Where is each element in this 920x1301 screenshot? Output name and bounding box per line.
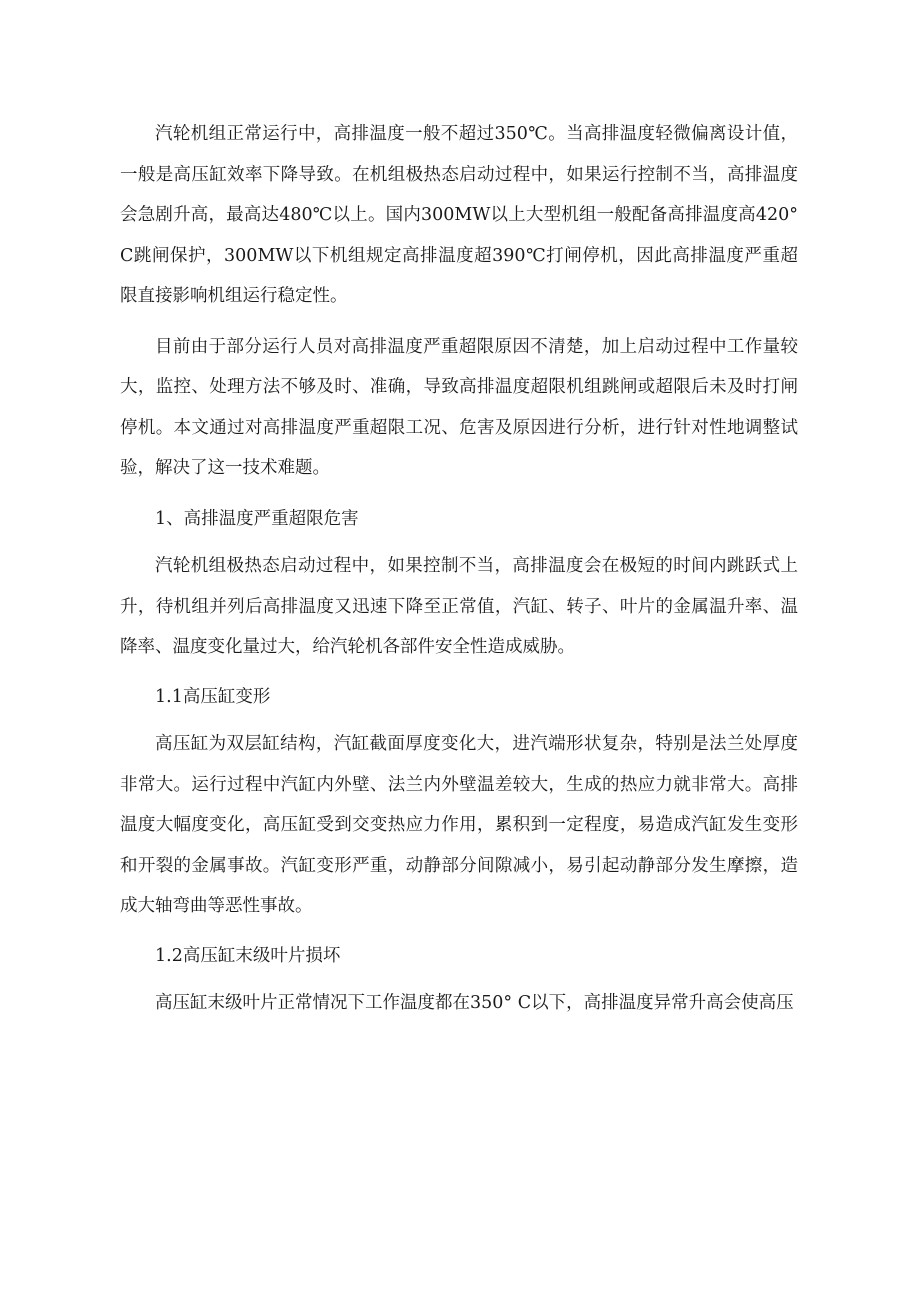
paragraph-section-1-1: 高压缸为双层缸结构，汽缸截面厚度变化大，进汽端形状复杂，特别是法兰处厚度非常大。运行过程中汽缸内外壁、法兰内外壁温差较大，生成的热应力就非常大。高排温度大幅度变化，高压缸受到交变热应力作用，累积到一定程度，易造成汽缸发生变形和开裂的金属事故。汽缸变形严重，动静部分间隙减小，易引起动静部分发生摩擦，造成大轴弯曲等恶性事故。 bbox=[120, 734, 798, 916]
document-body bbox=[120, 114, 798, 1030]
paragraph-purpose: 目前由于部分运行人员对高排温度严重超限原因不清楚，加上启动过程中工作量较大，监控、处理方法不够及时、准确，导致高排温度超限机组跳闸或超限后未及时打闸停机。本文通过对高排温度严重超限工况、危害及原因进行分析，进行针对性地调整试验，解决了这一技术难题。 bbox=[120, 336, 798, 478]
section-heading-1-1: 1.1高压缸变形 bbox=[155, 686, 271, 707]
paragraph-section-1: 汽轮机组极热态启动过程中，如果控制不当，高排温度会在极短的时间内跳跃式上升，待机组并列后高排温度又迅速下降至正常值，汽缸、转子、叶片的金属温升率、温降率、温度变化量过大，给汽轮机各部件安全性造成威胁。 bbox=[120, 556, 798, 657]
section-heading-1: 1、高排温度严重超限危害 bbox=[155, 508, 359, 529]
paragraph-section-1-2: 高压缸末级叶片正常情况下工作温度都在350° C以下，高排温度异常升高会使高压 bbox=[155, 993, 794, 1013]
paragraph-intro: 汽轮机组正常运行中，高排温度一般不超过350℃。当高排温度轻微偏离设计值，一般是高压缸效率下降导致。在机组极热态启动过程中，如果运行控制不当，高排温度会急剧升高，最高达480℃以上。国内300MW以上大型机组一般配备高排温度高420° C跳闸保护，300MW以下机组规定高排温度超390℃打闸停机，因此高排温度严重超限直接影响机组运行稳定性。 bbox=[120, 124, 798, 306]
section-heading-1-2: 1.2高压缸末级叶片损坏 bbox=[155, 945, 341, 966]
